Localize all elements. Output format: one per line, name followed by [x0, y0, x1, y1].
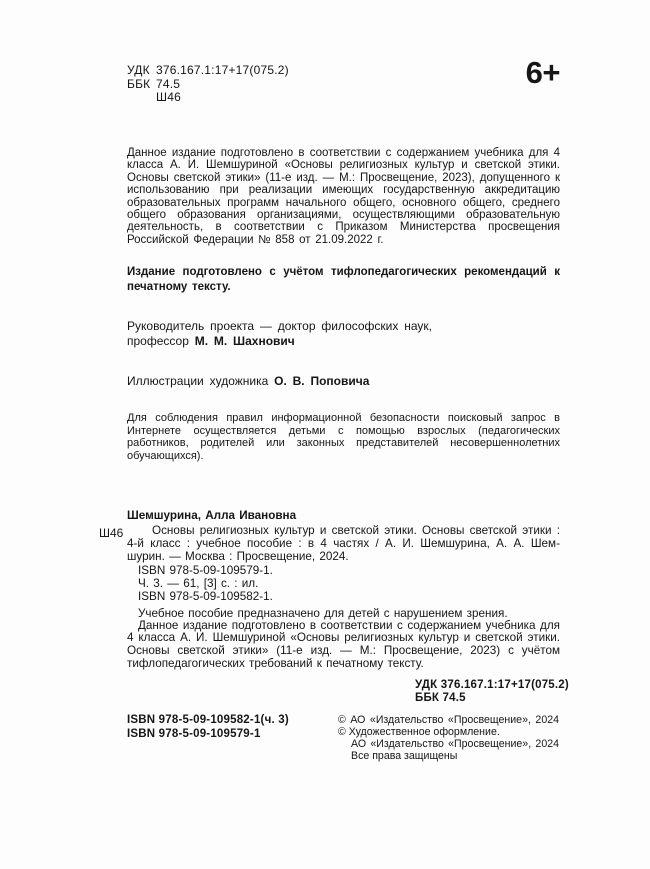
typhlo-note-paragraph: Издание подготовлено с учётом тифлопедагогических рекомендаций к печатному тексту.	[127, 266, 560, 293]
top-codes-block	[127, 64, 289, 105]
udk-repeat: УДК 376.167.1:17+17(075.2)	[415, 679, 569, 691]
bbk-row	[127, 78, 289, 92]
copyright-publisher-repeat: АО «Издательство «Просвещение», 2024	[351, 738, 559, 750]
copyright-art-design: © Художественное оформление.	[338, 726, 500, 738]
footer-isbn-block	[127, 714, 289, 741]
biblio-audience-note: Учебное пособие предназначено для детей с нарушением зрения.	[138, 606, 508, 620]
biblio-edition-note: Данное издание подготовлено в соответствии с содержанием учебника для 4 класса А. И. Шемшуриной «Основы религиозных культур и светской этики. Основы светской этики» (11-е изд. — М.: Просвещение, 2023) с учётом тифлопедагогических требований к печатному тексту.	[127, 618, 560, 670]
udk-value: 376.167.1:17+17(075.2)	[156, 63, 289, 77]
udk-bbk-right-block	[415, 679, 569, 705]
internet-safety-note: Для соблюдения правил информационной безопасности поисковый запрос в Интернете осуществляется детьми с помощью взрослых (педагогических работников, родителей или законных представителей несовершеннолетних обучающихся).	[127, 412, 560, 462]
project-lead-line1: Руководитель проекта — доктор философских наук,	[127, 319, 432, 333]
biblio-author-heading: Шемшурина, Алла Ивановна	[127, 509, 297, 522]
biblio-margin-sign: Ш46	[99, 526, 124, 540]
bbk-repeat: ББК 74.5	[415, 691, 466, 704]
illustrator-prefix: Иллюстрации художника	[127, 374, 275, 388]
illustrator-block	[127, 374, 560, 389]
biblio-isbn-part: ISBN 978-5-09-109582-1.	[138, 590, 273, 604]
footer-isbn-line1: ISBN 978-5-09-109582-1(ч. 3)	[127, 714, 289, 726]
author-sign: Ш46	[156, 90, 181, 104]
author-sign-row	[127, 91, 289, 105]
udk-row	[127, 64, 289, 78]
udk-label: УДК	[127, 63, 150, 77]
project-lead-title: профессор	[127, 334, 195, 348]
copyright-rights-reserved: Все права защищены	[351, 750, 458, 762]
biblio-part-info: Ч. 3. — 61, [3] с. : ил.	[138, 576, 259, 590]
bbk-value: 74.5	[156, 76, 181, 91]
project-lead-name: М. М. Шахнович	[194, 334, 295, 348]
age-rating-badge: 6+	[525, 55, 560, 90]
project-lead-block	[127, 319, 560, 349]
bibliographic-record	[127, 509, 560, 670]
biblio-isbn-series: ISBN 978-5-09-109579-1.	[138, 563, 273, 577]
footer-isbn-line2: ISBN 978-5-09-109579-1	[127, 727, 261, 740]
bbk-label: ББК	[127, 76, 151, 91]
illustrator-name: О. В. Поповича	[274, 374, 370, 388]
edition-conformity-paragraph: Данное издание подготовлено в соответствии с содержанием учебника для 4 класса А. И. Шемшуриной «Основы религиозных культур и светской этики. Основы светской этики» (11-е изд. — М.: Просвещение, 2023), допущенного к использованию при реализации имеющих государственную аккредитацию образовательных программ начального общего, основного общего, среднего общего образования организациями, осуществляющими образовательную деятельность, в соответствии с Приказом Министерства просвещения Российской Федерации № 858 от 21.09.2022 г.	[127, 147, 560, 246]
biblio-description: Основы религиозных культур и светской этики. Основы светской этики : 4-й класс : учебное пособие : в 4 частях / А. И. Шемшурина, А. А. Шемшурин. — Москва : Просвещение, 2024.	[127, 523, 560, 564]
copyright-block	[338, 714, 559, 762]
copyright-publisher: © АО «Издательство «Просвещение», 2024	[338, 714, 559, 726]
